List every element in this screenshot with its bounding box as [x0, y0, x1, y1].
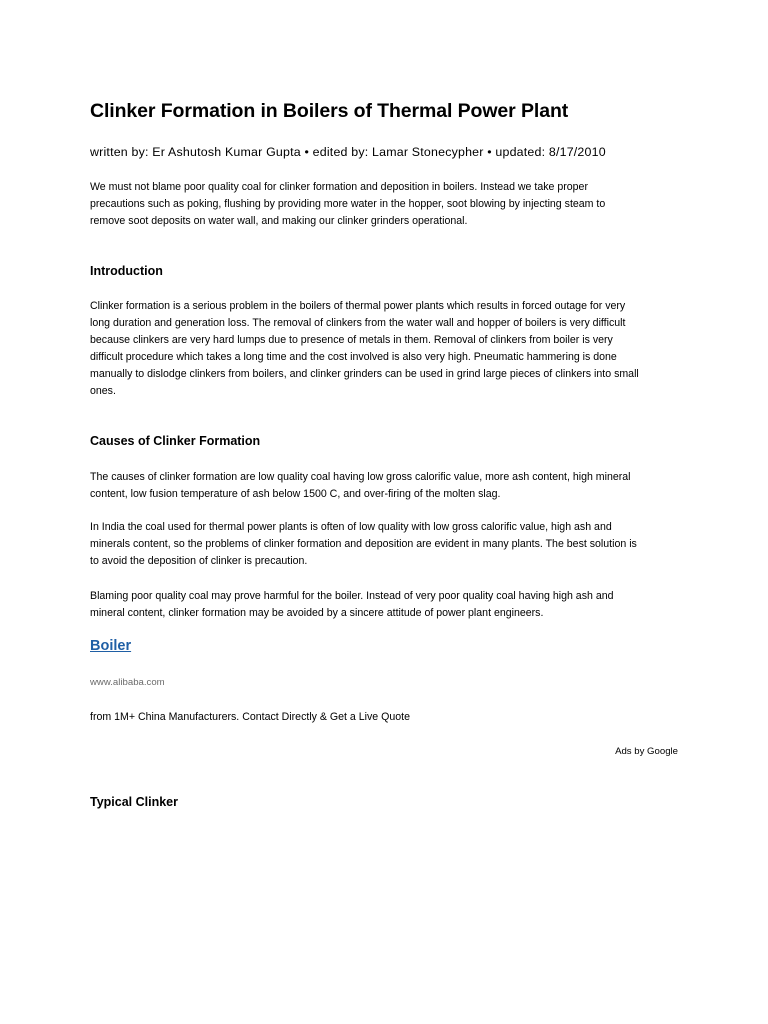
typical-clinker-heading: Typical Clinker [90, 795, 178, 809]
text-line: In India the coal used for thermal power plants is often of low quality with low gross calorific value, high ash and [90, 521, 612, 533]
text-line: ones. [90, 385, 116, 397]
causes-paragraph-3 [90, 588, 682, 622]
text-line: content, low fusion temperature of ash below 1500 C, and over-firing of the molten slag. [90, 488, 501, 500]
text-line: minerals content, so the problems of clinker formation and deposition are evident in many plants. The best solution is [90, 538, 637, 550]
text-line: to avoid the deposition of clinker is precaution. [90, 555, 308, 567]
ads-by-google[interactable]: Ads by Google [615, 746, 678, 757]
ad-boiler-link[interactable]: Boiler [90, 638, 132, 654]
ad-url[interactable]: www.alibaba.com [90, 677, 165, 688]
text-line: The causes of clinker formation are low quality coal having low gross calorific value, more ash content, high mineral [90, 471, 631, 483]
introduction-paragraph [90, 298, 682, 400]
text-line: mineral content, clinker formation may be avoided by a sincere attitude of power plant engineers. [90, 607, 544, 619]
causes-heading: Causes of Clinker Formation [90, 434, 261, 448]
article-title: Clinker Formation in Boilers of Thermal Power Plant [90, 100, 569, 122]
causes-paragraph-2 [90, 519, 682, 570]
article-byline: written by: Er Ashutosh Kumar Gupta • edited by: Lamar Stonecypher • updated: 8/17/2010 [90, 145, 606, 159]
text-line: remove soot deposits on water wall, and making our clinker grinders operational. [90, 215, 468, 227]
text-line: precautions such as poking, flushing by providing more water in the hopper, soot blowing by injecting steam to [90, 198, 606, 210]
causes-paragraph-1 [90, 469, 682, 503]
text-line: difficult procedure which takes a long time and the cost involved is also very high. Pneumatic hammering is done [90, 351, 617, 363]
text-line: We must not blame poor quality coal for clinker formation and deposition in boilers. Instead we take proper [90, 181, 588, 193]
introduction-heading: Introduction [90, 264, 163, 278]
text-line: long duration and generation loss. The removal of clinkers from the water wall and hopper of boilers is very difficult [90, 317, 626, 329]
text-line: manually to dislodge clinkers from boilers, and clinker grinders can be used in grind large pieces of clinkers into small [90, 368, 639, 380]
ad-description: from 1M+ China Manufacturers. Contact Directly & Get a Live Quote [90, 711, 411, 723]
intro-paragraph [90, 179, 682, 230]
text-line: Blaming poor quality coal may prove harmful for the boiler. Instead of very poor quality coal having high ash and [90, 590, 614, 602]
text-line: because clinkers are very hard lumps due to presence of metals in them. Removal of clinkers from boiler is very [90, 334, 613, 346]
text-line: Clinker formation is a serious problem in the boilers of thermal power plants which results in forced outage for very [90, 300, 626, 312]
